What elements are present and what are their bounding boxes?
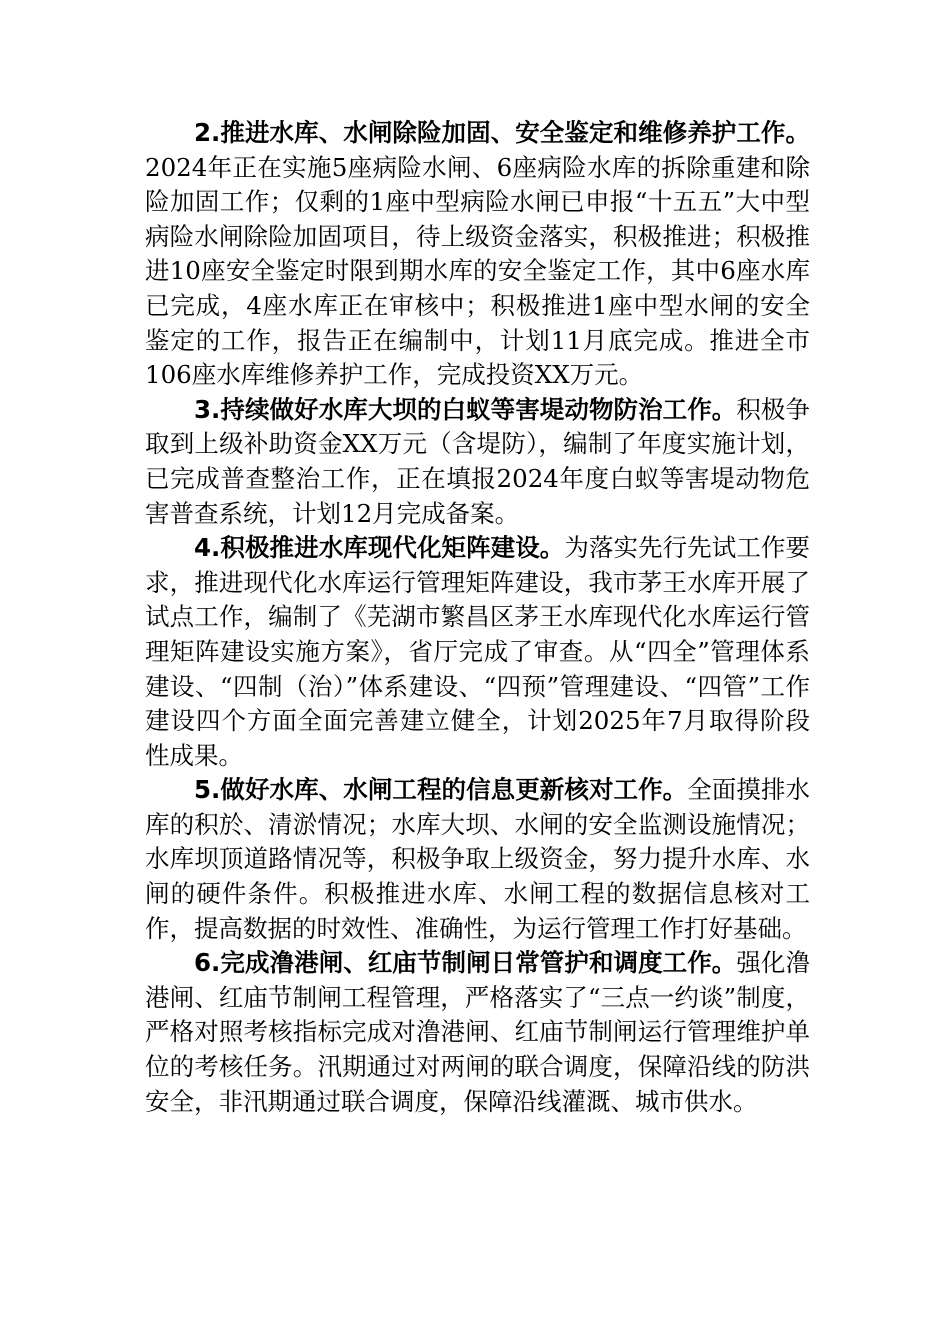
paragraph-5 [145, 773, 810, 946]
paragraph-3 [145, 393, 810, 531]
paragraph-6-body: 强化澛港闸、红庙节制闸工程管理，严格落实了“三点一约谈”制度，严格对照考核指标完成对澛港闸、红庙节制闸运行管理维护单位的考核任务。汛期通过对两闸的联合调度，保障沿线的防洪安全，非汛期通过联合调度，保障沿线灌溉、城市供水。 [145, 948, 810, 1116]
paragraph-4-body: 为落实先行先试工作要求，推进现代化水库运行管理矩阵建设，我市茅王水库开展了试点工作，编制了《芜湖市繁昌区茅王水库现代化水库运行管理矩阵建设实施方案》，省厅完成了审查。从“四全”管理体系建设、“四制（治）”体系建设、“四预”管理建设、“四管”工作建设四个方面全面完善建立健全，计划2025年7月取得阶段性成果。 [145, 533, 811, 770]
paragraph-6-heading: 6.完成澛港闸、红庙节制闸日常管护和调度工作。 [194, 948, 737, 978]
paragraph-4-heading: 4.积极推进水库现代化矩阵建设。 [194, 533, 565, 563]
paragraph-4 [145, 531, 810, 773]
paragraph-2-heading: 2.推进水库、水闸除险加固、安全鉴定和维修养护工作。 [194, 118, 810, 147]
paragraph-2 [145, 116, 810, 393]
paragraph-3-body: 积极争取到上级补助资金XX万元（含堤防），编制了年度实施计划，已完成普查整治工作，正在填报2024年度白蚁等害堤动物危害普查系统，计划12月完成备案。 [145, 394, 810, 528]
paragraph-5-heading: 5.做好水库、水闸工程的信息更新核对工作。 [194, 775, 688, 805]
document-page [145, 116, 810, 1119]
paragraph-6 [145, 946, 810, 1119]
paragraph-2-body: 2024年正在实施5座病险水闸、6座病险水库的拆除重建和除险加固工作；仅剩的1座中型病险水闸已申报“十五五”大中型病险水闸除险加固项目，待上级资金落实，积极推进；积极推进10座安全鉴定时限到期水库的安全鉴定工作，其中6座水库已完成，4座水库正在审核中；积极推进1座中型水闸的安全鉴定的工作，报告正在编制中，计划11月底完成。推进全市106座水库维修养护工作，完成投资XX万元。 [145, 152, 810, 390]
paragraph-3-heading: 3.持续做好水库大坝的白蚁等害堤动物防治工作。 [194, 394, 737, 424]
paragraph-5-body: 全面摸排水库的积於、清淤情况；水库大坝、水闸的安全监测设施情况；水库坝顶道路情况等，积极争取上级资金，努力提升水库、水闸的硬件条件。积极推进水库、水闸工程的数据信息核对工作，提高数据的时效性、准确性，为运行管理工作打好基础。 [145, 775, 811, 943]
